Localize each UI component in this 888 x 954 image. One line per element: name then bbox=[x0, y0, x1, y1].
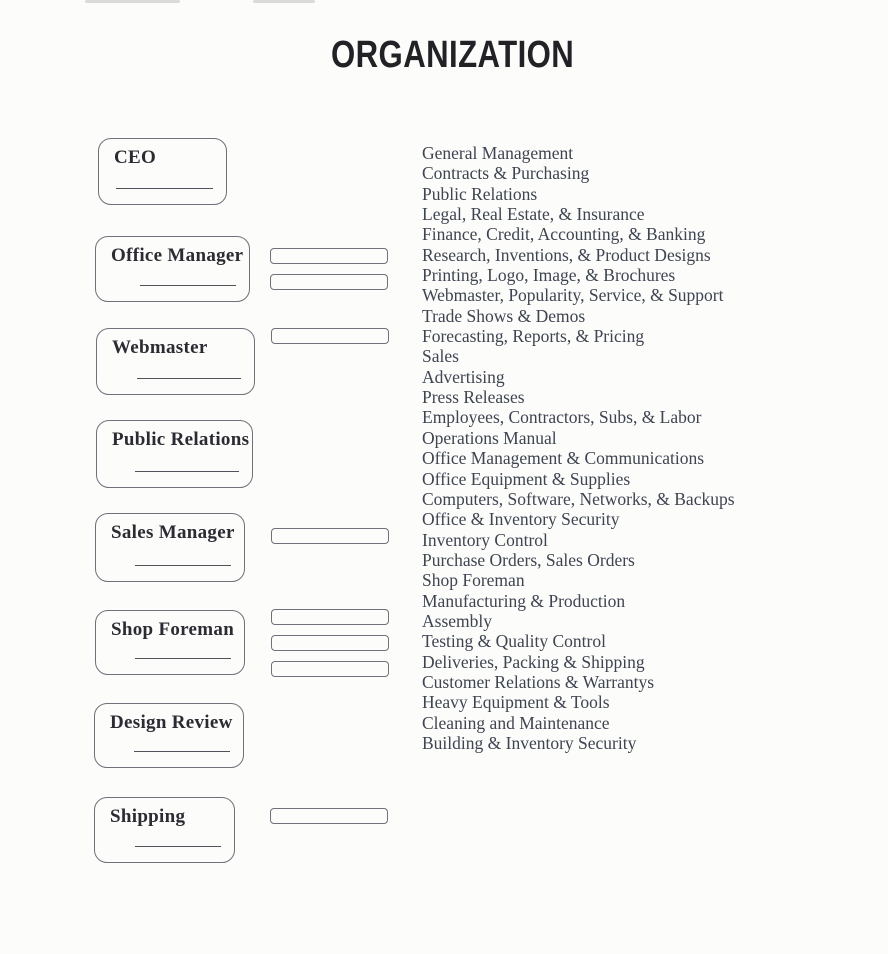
blank-name-line bbox=[134, 751, 230, 752]
blank-name-line bbox=[135, 658, 231, 659]
responsibility-item: General Management bbox=[422, 143, 574, 163]
org-box-label: Office Manager bbox=[111, 245, 244, 266]
blank-name-line bbox=[135, 846, 221, 847]
blank-name-slot-shipping-1 bbox=[270, 808, 388, 824]
scan-artifact bbox=[85, 0, 180, 3]
responsibility-item: Employees, Contractors, Subs, & Labor bbox=[422, 407, 702, 428]
responsibility-item: Webmaster, Popularity, Service, & Support bbox=[422, 285, 724, 306]
blank-name-line bbox=[140, 285, 236, 286]
responsibility-item: Printing, Logo, Image, & Brochures bbox=[422, 265, 676, 286]
responsibility-item: Cleaning and Maintenance bbox=[422, 712, 610, 733]
page-title: ORGANIZATION bbox=[331, 34, 575, 76]
responsibility-item: Forecasting, Reports, & Pricing bbox=[422, 326, 645, 347]
responsibility-item: Office Equipment & Supplies bbox=[422, 468, 631, 489]
responsibilities-list bbox=[422, 143, 862, 753]
responsibility-item: Operations Manual bbox=[422, 427, 557, 448]
responsibility-item: Office Management & Communications bbox=[422, 448, 705, 469]
blank-name-line bbox=[135, 471, 239, 472]
scan-artifact bbox=[253, 0, 315, 3]
responsibility-item: Office & Inventory Security bbox=[422, 509, 620, 530]
responsibility-item: Testing & Quality Control bbox=[422, 631, 606, 652]
org-box-public-relations bbox=[96, 420, 253, 488]
responsibility-item: Public Relations bbox=[422, 183, 538, 204]
org-box-label: Public Relations bbox=[112, 429, 250, 450]
org-box-ceo bbox=[98, 138, 227, 205]
responsibility-item: Assembly bbox=[422, 610, 492, 631]
org-box-shipping bbox=[94, 797, 235, 863]
responsibility-item: Trade Shows & Demos bbox=[422, 305, 586, 326]
blank-name-slot-office-manager-1 bbox=[270, 248, 388, 264]
org-box-label: Sales Manager bbox=[111, 522, 235, 543]
responsibility-item: Heavy Equipment & Tools bbox=[422, 692, 610, 713]
responsibility-item: Customer Relations & Warrantys bbox=[422, 671, 655, 692]
org-box-label: Shop Foreman bbox=[111, 619, 235, 640]
responsibility-item: Research, Inventions, & Product Designs bbox=[422, 244, 711, 265]
blank-name-slot-shop-foreman-3 bbox=[271, 661, 389, 677]
blank-name-line bbox=[137, 378, 241, 379]
blank-name-slot-sales-manager-1 bbox=[271, 528, 389, 544]
org-box-label: CEO bbox=[114, 147, 157, 168]
responsibility-item: Legal, Real Estate, & Insurance bbox=[422, 204, 645, 225]
org-box-design-review bbox=[94, 703, 244, 768]
blank-name-slot-webmaster-1 bbox=[271, 328, 389, 344]
responsibility-item: Inventory Control bbox=[422, 529, 548, 550]
blank-name-line bbox=[116, 188, 213, 189]
org-box-sales-manager bbox=[95, 513, 245, 582]
org-box-webmaster bbox=[96, 328, 255, 395]
responsibility-item: Deliveries, Packing & Shipping bbox=[422, 651, 645, 672]
org-box-label: Design Review bbox=[110, 712, 233, 733]
org-box-shop-foreman bbox=[95, 610, 245, 675]
responsibility-item: Finance, Credit, Accounting, & Banking bbox=[422, 224, 706, 245]
blank-name-slot-shop-foreman-2 bbox=[271, 635, 389, 651]
org-box-label: Webmaster bbox=[112, 337, 208, 358]
blank-name-slot-office-manager-2 bbox=[270, 274, 388, 290]
org-box-office-manager bbox=[95, 236, 250, 302]
responsibility-item: Press Releases bbox=[422, 387, 525, 408]
responsibility-item: Purchase Orders, Sales Orders bbox=[422, 549, 635, 570]
responsibility-item: Building & Inventory Security bbox=[422, 732, 637, 753]
blank-name-line bbox=[135, 565, 231, 566]
responsibility-item: Contracts & Purchasing bbox=[422, 163, 590, 184]
org-box-label: Shipping bbox=[110, 806, 186, 827]
blank-name-slot-shop-foreman-1 bbox=[271, 609, 389, 625]
responsibility-item: Advertising bbox=[422, 366, 505, 387]
responsibility-item: Manufacturing & Production bbox=[422, 590, 626, 611]
responsibility-item: Computers, Software, Networks, & Backups bbox=[422, 488, 735, 509]
responsibility-item: Shop Foreman bbox=[422, 570, 525, 591]
responsibility-item: Sales bbox=[422, 346, 459, 367]
